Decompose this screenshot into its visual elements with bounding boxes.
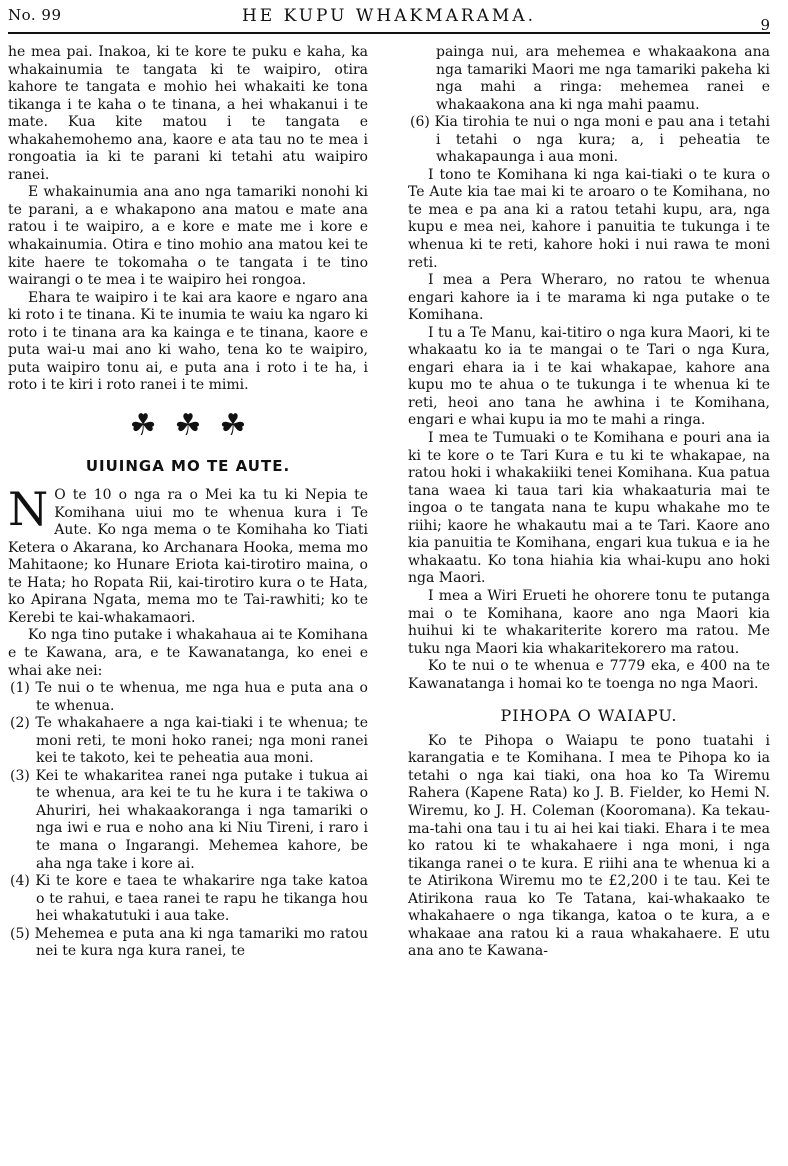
page-header — [8, 4, 770, 34]
paragraph: I mea a Wiri Erueti he ohorere tonu te putanga mai o te Komihana, kaore ano nga Maori kia huihui ki te whakariterite korero ma ratou. Me tuku nga Maori kia whakaritekorero ma ratou. — [408, 587, 770, 657]
paragraph: I mea a Pera Wheraro, no ratou te whenua engari kahore ia i te marama ki nga putake o te Komihana. — [408, 272, 770, 324]
left-column — [8, 44, 368, 961]
section-heading-pihopa: PIHOPA O WAIAPU. — [500, 706, 678, 726]
list-item-continuation: painga nui, ara mehemea e whakaakona ana nga tamariki Maori me nga tamariki pakeha ki nga mahi a ringa: mehemea ranei e whakaakona ana ki nga mahi paamu. — [436, 44, 770, 113]
page-number: 9 — [760, 16, 770, 34]
paragraph: he mea pai. Inakoa, ki te kore te puku e kaha, ka whakainumia te tangata ki te waipiro, otira kahore te tangata e mohio hei whakaiti ke tona tikanga i te kaha o te tinana, a hei whakanui i te mate. Kua kite matou i te tangata e whakahemohemo ana, kaore e ata tau no te mea i rongoatia ia ki te parani ki tetahi atu waipiro ranei. — [8, 44, 368, 183]
list-item: (6) Kia tirohia te nui o nga moni e pau ana i tetahi i tetahi o nga kura; a, i peheatia te whakapaunga i aua moni. — [410, 114, 770, 166]
paragraph: Ehara te waipiro i te kai ara kaore e ngaro ana ki roto i te tinana. Ki te inumia te waiu ka ngaro ki roto i te tinana ara ka kainga e te tinana, kaore e puta wai-u mai ano ki waho, tena ko te waipiro, puta waipiro tonu ai, e puta ana i roto i te ha, i roto i te kiri i roto ranei i te mimi. — [8, 289, 368, 394]
paragraph: E whakainumia ana ano nga tamariki nonohi ki te parani, a e whakapono ana matou e mate ana ratou i te waipiro, a e kore e mate me i kore e whakainumia. Otira e tino mohio ana matou kei te kite haere te tokomaha o te tangata i te tino wairangi o te mea i te waipiro hei rongoa. — [8, 184, 368, 289]
issue-number: No. 99 — [8, 6, 62, 24]
paragraph: I tu a Te Manu, kai-titiro o nga kura Maori, ki te whakaatu ko ia te mangai o te Tari o nga Kura, engari ehara ia i te kai whakapae, kahore ana kupu mo te ahua o te tukunga i te whenua ki te reti, heoi ano tana he awhina i te Komihana, engari e whai kupu ia mo te mahi a ringa. — [408, 324, 770, 429]
drop-cap: N — [8, 482, 49, 537]
list-item: (5) Mehemea e puta ana ki nga tamariki mo ratou nei te kura nga kura ranei, te — [10, 925, 368, 960]
paragraph: I mea te Tumuaki o te Komihana e pouri ana ia ki te kore o te Tari Kura e tu ki te whakapae, na ratou hoki i whakakiiki tenei Komihana. Kua patua tana waea ki taua tari kia whakaaturia mai te ingoa o te tangata nana te kupu whakahe mo te riihi; kaore he whakautu mai a te Tari. Kaore ano kia panuitia te Komihana, engari kua tukua e ia he whakaatu. Ko tona hiahia kia whai-kupu ano hoki nga Maori. — [408, 430, 770, 587]
intro-text: O te 10 o nga ra o Mei ka tu ki Nepia te Komihana uiui mo te whenua kura i Te Aute. Ko nga mema o te Komihaha ko Tiati Ketera o Akarana, ko Archanara Hooka, mema mo Mahitaone; ko Hunare Eriota kai-tirotiro maina, o te Hata; ho Ropata Rii, kai-tirotiro kura o te Hata, ko Apirana Ngata, mema mo te Tai-rawhiti; ko te Kerebi te kai-whakamaori. — [8, 487, 368, 626]
paragraph: Ko te Pihopa o Waiapu te pono tuatahi i karangatia e te Komihana. I mea te Pihopa ko ia tetahi o nga kai tiaki, ona hoa ko Ta Wiremu Rahera (Kapene Rata) ko J. B. Fielder, ko Hemi N. Wiremu, ko J. H. Coleman (Kooromana). Ka tekau-ma-tahi ona tau i tu ai hei kai tiaki. Ehara i te mea ko ratou ki te whakahaere i nga moni, i nga tikanga ranei o te kura. E riihi ana te whenua ki a te Atirikona Wiremu mo te £2,200 i te tau. Kei te Atirikona raua ko Te Tatana, kai-whakaako te whakahaere o nga tikanga, katoa o te kura, a e whakaae ana ratou ki a raua whakahaere. E utu ana ano te Kawana- — [408, 732, 770, 960]
paragraph: Ko te nui o te whenua e 7779 eka, e 400 na te Kawanatanga i homai ko te toenga no nga Maori. — [408, 658, 770, 692]
intro-paragraph — [8, 482, 368, 627]
paragraph: I tono te Komihana ki nga kai-tiaki o te kura o Te Aute kia tae mai ki te aroaro o te Komihana, no te mea e pa ana ki a ratou tetahi kupu, ara, nga kupu e mea nei, kahore i panuitia te tukunga i te whenua ki te reti, kahore hoki i nui rawa te moni reti. — [408, 166, 770, 271]
list-item: (3) Kei te whakaritea ranei nga putake i tukua ai te whenua, ara kei te tu he kura i te takiwa o Ahuriri, hei whakaakoranga i nga tamariki o nga iwi e rua e noho ana ki Niu Tireni, i raro i te mana o Ingarangi. Mehemea kahore, be aha nga take i kore ai. — [10, 767, 368, 872]
list-item: (1) Te nui o te whenua, me nga hua e puta ana o te whenua. — [10, 680, 368, 714]
list-item: (2) Te whakahaere a nga kai-tiaki i te whenua; te moni reti, te moni hoko ranei; nga moni ranei kei te takoto, kei te peheatia aua moni. — [10, 715, 368, 767]
paragraph: Ko nga tino putake i whakahaua ai te Komihana e te Kawana, ara, e te Kawanatanga, ko enei e whai ake nei: — [8, 627, 368, 679]
right-column — [408, 44, 770, 961]
section-heading-aute: UIUINGA MO TE AUTE. — [85, 457, 291, 476]
masthead-title: HE KUPU WHAKMARAMA. — [241, 6, 537, 26]
shamrock-ornament: ☘☘☘ — [129, 407, 265, 443]
list-item: (4) Ki te kore e taea te whakarire nga take katoa o te rahui, e taea ranei te rapu he tikanga hou hei whakatutuki i aua take. — [10, 873, 368, 925]
